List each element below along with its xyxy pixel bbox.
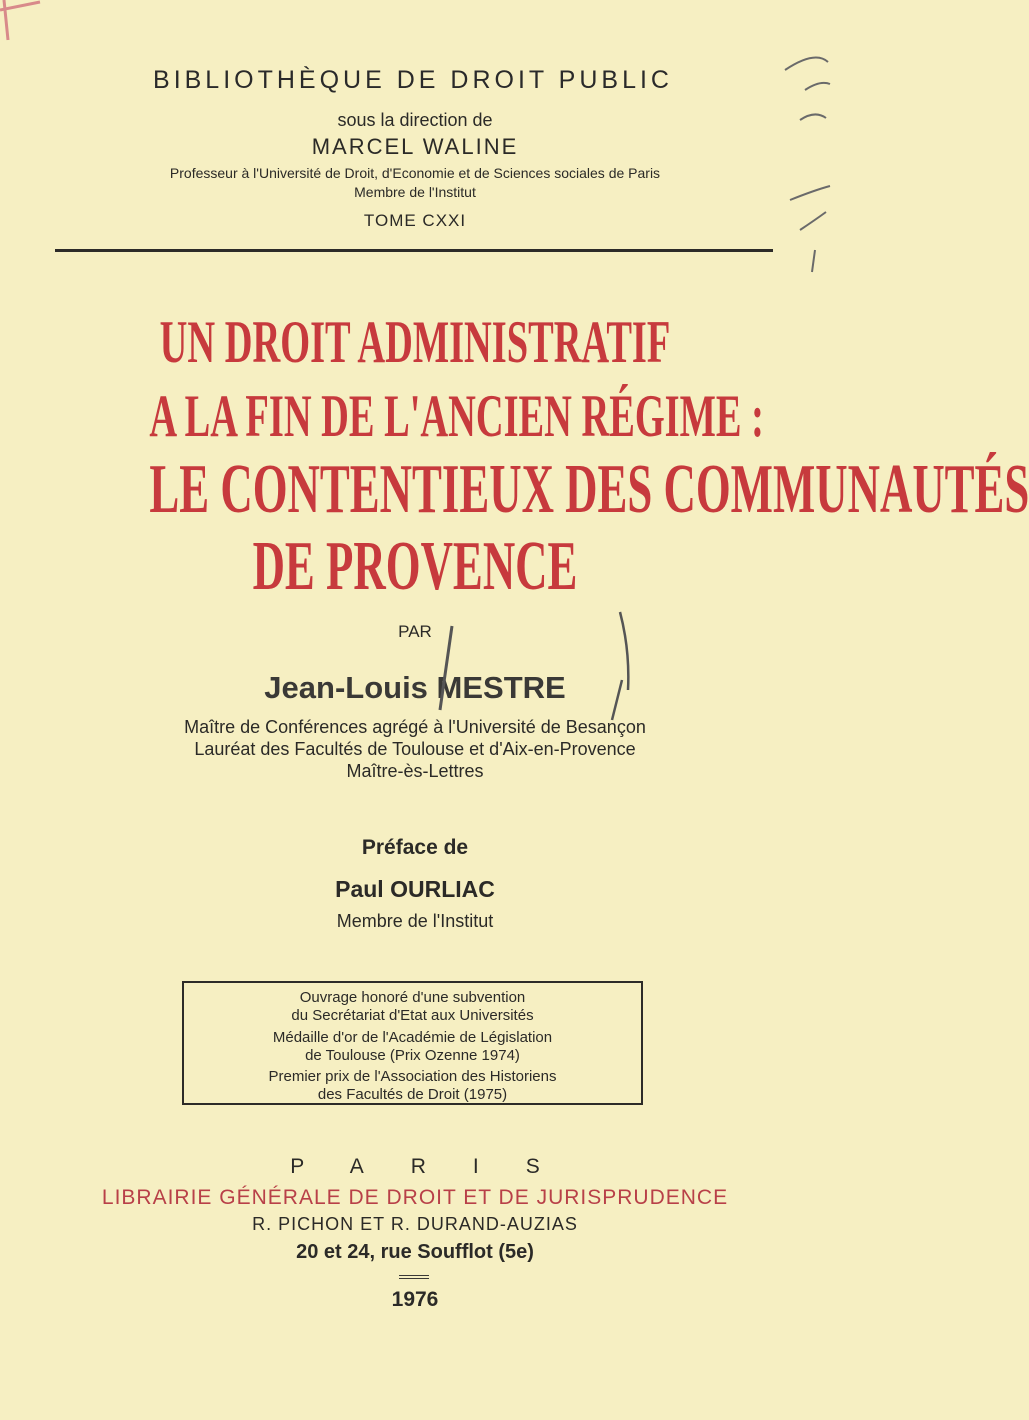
bracket-mark xyxy=(612,612,628,720)
title-line-1: UN DROIT ADMINISTRATIF xyxy=(159,309,671,375)
honor-line: du Secrétariat d'Etat aux Universités xyxy=(291,1007,534,1024)
honor-line: de Toulouse (Prix Ozenne 1974) xyxy=(305,1047,520,1064)
volume-number: TOME CXXI xyxy=(363,211,467,230)
series-name: BIBLIOTHÈQUE DE DROIT PUBLIC xyxy=(153,66,673,94)
director-member: Membre de l'Institut xyxy=(354,184,476,200)
publisher-name: LIBRAIRIE GÉNÉRALE DE DROIT ET DE JURISPRUDENCE xyxy=(101,1186,729,1209)
preface-author-role: Membre de l'Institut xyxy=(336,911,494,931)
honor-line: des Facultés de Droit (1975) xyxy=(317,1086,508,1103)
by-label: PAR xyxy=(398,622,432,641)
title-line-2: A LA FIN DE L'ANCIEN RÉGIME : xyxy=(149,383,764,449)
title-line-3: LE CONTENTIEUX DES COMMUNAUTÉS xyxy=(149,451,1029,528)
bracket-mark xyxy=(440,626,452,710)
honor-line: Médaille d'or de l'Académie de Législation xyxy=(272,1029,553,1046)
publisher-address: 20 et 24, rue Soufflot (5e) xyxy=(296,1241,534,1263)
author-affiliation-2: Lauréat des Facultés de Toulouse et d'Aix-en-Provence xyxy=(194,739,636,759)
author-affiliation-1: Maître de Conférences agrégé à l'Université de Besançon xyxy=(184,717,646,737)
publication-year: 1976 xyxy=(391,1288,439,1311)
preface-author: Paul OURLIAC xyxy=(335,876,495,902)
director-last-name: WALINE xyxy=(422,134,519,159)
imprint-city: PARIS xyxy=(290,1155,587,1178)
honor-line: Premier prix de l'Association des Historiens xyxy=(268,1068,557,1085)
corner-mark xyxy=(0,0,40,40)
title-line-4: DE PROVENCE xyxy=(252,528,578,605)
director-first-name: MARCEL xyxy=(311,134,415,159)
author-affiliation-3: Maître-ès-Lettres xyxy=(346,761,484,781)
margin-scribble-icon xyxy=(785,58,830,273)
publisher-owners: R. PICHON ET R. DURAND-AUZIAS xyxy=(252,1214,578,1234)
author-name: Jean-Louis MESTRE xyxy=(264,670,566,705)
preface-label: Préface de xyxy=(361,836,469,859)
director-title: Professeur à l'Université de Droit, d'Economie et de Sciences sociales de Paris xyxy=(169,165,661,181)
direction-label: sous la direction de xyxy=(337,110,493,130)
honor-line: Ouvrage honoré d'une subvention xyxy=(299,989,526,1006)
